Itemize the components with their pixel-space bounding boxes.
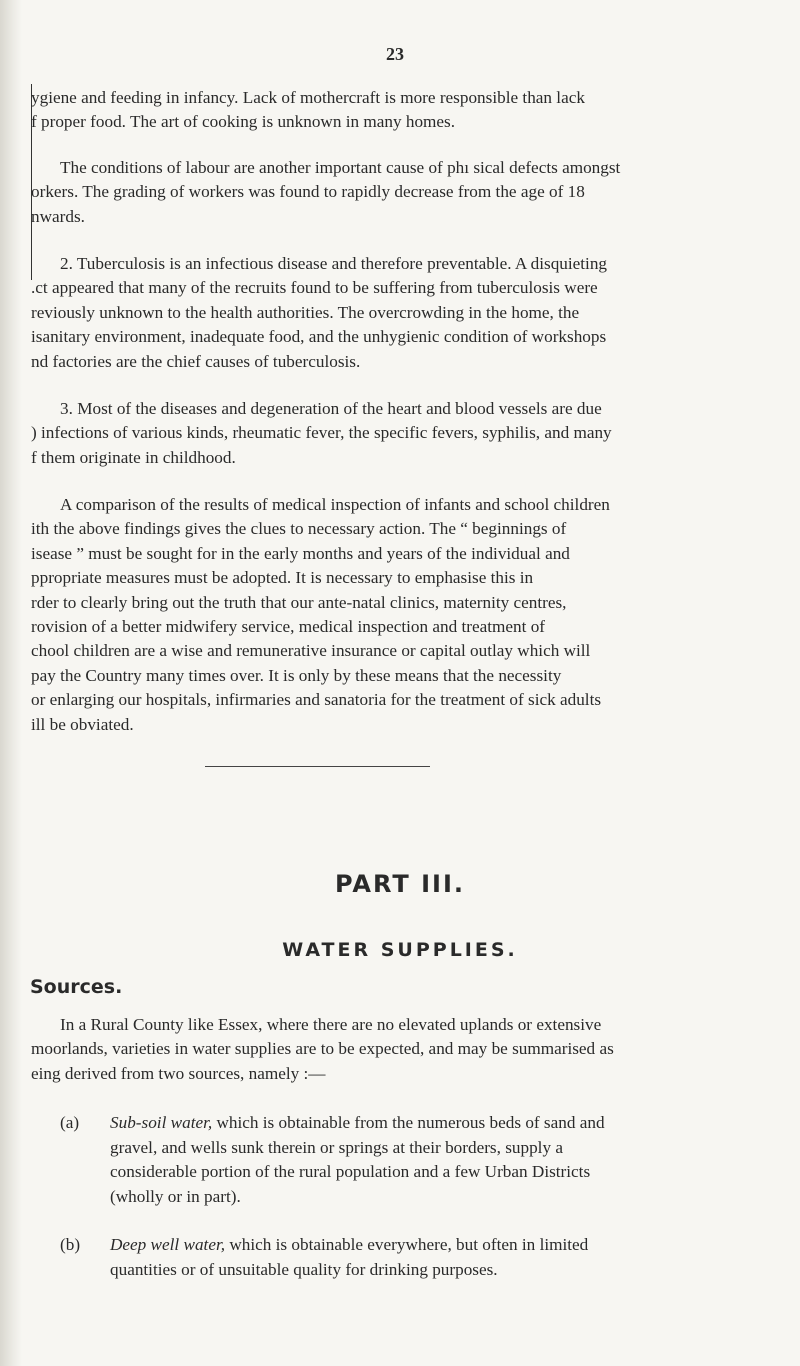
text-line: In a Rural County like Essex, where there are no elevated uplands or extensive [60, 1015, 602, 1034]
text-line: .ct appeared that many of the recruits found to be suffering from tuberculosis were [31, 278, 598, 298]
text-line: nd factories are the chief causes of tuberculosis. [31, 351, 361, 371]
text-line: isanitary environment, inadequate food, and the unhygienic condition of workshops [31, 327, 607, 347]
paragraph-labour [31, 156, 799, 229]
list-term: Deep well water, [110, 1235, 226, 1254]
paragraph-rural-county [31, 1013, 799, 1086]
paragraph-infancy [31, 86, 799, 135]
paragraph-heart-disease [31, 397, 799, 470]
text-line: pay the Country many times over. It is only by these means that the necessity [31, 665, 562, 685]
text-line: f proper food. The art of cooking is unknown in many homes. [31, 112, 456, 132]
text-line: eing derived from two sources, namely :— [31, 1063, 326, 1083]
part-heading: PART III. [335, 870, 465, 898]
list-marker: (a) [60, 1113, 80, 1132]
text-line: or enlarging our hospitals, infirmaries and sanatoria for the treatment of sick adults [31, 690, 602, 710]
list-term: Sub-soil water, [110, 1113, 213, 1132]
text-line: nwards. [31, 206, 85, 226]
text-line: (wholly or in part). [110, 1186, 241, 1206]
text-line: isease ” must be sought for in the early months and years of the individual and [31, 543, 570, 563]
text-line: considerable portion of the rural population and a few Urban Districts [110, 1162, 591, 1182]
text-line: ) infections of various kinds, rheumatic fever, the specific fevers, syphilis, and many [31, 423, 612, 443]
text-line: rder to clearly bring out the truth that our ante-natal clinics, maternity centres, [31, 592, 567, 612]
text-line: moorlands, varieties in water supplies are to be expected, and may be summarised as [31, 1039, 614, 1059]
text-line: quantities or of unsuitable quality for drinking purposes. [110, 1259, 498, 1279]
text-line: 2. Tuberculosis is an infectious disease and therefore preventable. A disquieting [60, 254, 608, 273]
text-line: reviously unknown to the health authorities. The overcrowding in the home, the [31, 302, 580, 322]
text-line: orkers. The grading of workers was found to rapidly decrease from the age of 18 [31, 182, 585, 202]
section-divider [205, 766, 430, 767]
list-marker: (b) [60, 1235, 81, 1254]
text-line: ppropriate measures must be adopted. It is necessary to emphasise this in [31, 568, 534, 588]
text-line: ill be obviated. [31, 714, 134, 734]
text-line: rovision of a better midwifery service, medical inspection and treatment of [31, 617, 546, 637]
text-line: f them originate in childhood. [31, 447, 236, 467]
section-heading: WATER SUPPLIES. [282, 939, 518, 961]
text-line [110, 1233, 800, 1258]
text-line: gravel, and wells sunk therein or springs at their borders, supply a [110, 1137, 563, 1157]
text-run: which is obtainable from the numerous beds of sand and [212, 1113, 605, 1132]
page-number: 23 [386, 44, 404, 64]
text-line: 3. Most of the diseases and degeneration of the heart and blood vessels are due [60, 399, 602, 418]
text-run: which is obtainable everywhere, but often in limited [225, 1235, 589, 1254]
paragraph-tuberculosis [31, 252, 799, 374]
text-line [110, 1111, 800, 1136]
sub-heading: Sources. [30, 976, 123, 998]
binding-edge [0, 0, 22, 1366]
text-line: A comparison of the results of medical inspection of infants and school children [60, 495, 610, 514]
text-line: ygiene and feeding in infancy. Lack of mothercraft is more responsible than lack [31, 88, 585, 107]
text-line: ith the above findings gives the clues to necessary action. The “ beginnings of [31, 519, 567, 539]
text-line: chool children are a wise and remunerative insurance or capital outlay which will [31, 641, 591, 661]
text-line: The conditions of labour are another important cause of phı sical defects amongst [60, 158, 621, 177]
paragraph-medical-inspection [31, 493, 799, 737]
